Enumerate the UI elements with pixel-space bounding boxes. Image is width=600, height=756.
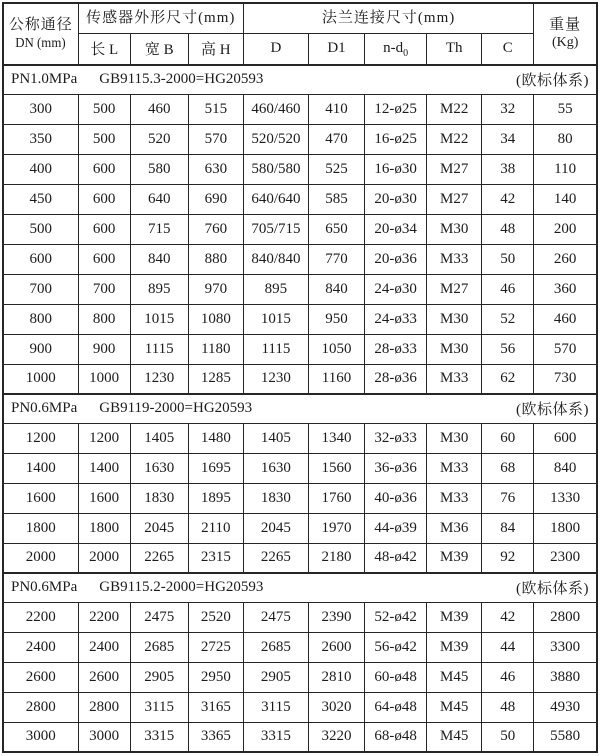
table-cell: 800 [78, 304, 130, 334]
table-cell: M33 [427, 483, 482, 513]
table-cell: 3315 [243, 722, 308, 752]
table-cell: 900 [78, 334, 130, 364]
table-cell: 2685 [130, 632, 188, 662]
table-cell: 2315 [188, 543, 243, 573]
table-cell: 2800 [3, 692, 78, 722]
table-cell: 2400 [3, 632, 78, 662]
table-cell: 460 [534, 304, 597, 334]
table-cell: M45 [427, 662, 482, 692]
table-cell: M33 [427, 364, 482, 394]
table-row [3, 543, 597, 573]
table-cell: M39 [427, 632, 482, 662]
table-cell: 600 [78, 244, 130, 274]
table-cell: 1695 [188, 453, 243, 483]
table-cell: 56-ø42 [365, 632, 427, 662]
table-row [3, 184, 597, 214]
table-cell: 46 [482, 274, 534, 304]
table-cell: M27 [427, 274, 482, 304]
section-row [3, 394, 597, 423]
table-row [3, 364, 597, 394]
table-cell: 1760 [308, 483, 364, 513]
table-cell: 600 [3, 244, 78, 274]
table-cell: 450 [3, 184, 78, 214]
table-row [3, 244, 597, 274]
table-cell: 55 [534, 94, 597, 124]
table-cell: 12-ø25 [365, 94, 427, 124]
section-standard: GB9119-2000=HG20593 [99, 400, 253, 417]
table-cell: 2600 [308, 632, 364, 662]
section-system: (欧标体系) [516, 402, 589, 419]
table-cell: 28-ø33 [365, 334, 427, 364]
table-cell: 760 [188, 214, 243, 244]
header-cell-c: C [482, 33, 534, 65]
table-row [3, 423, 597, 453]
table-cell: 895 [243, 274, 308, 304]
table-cell: 1800 [78, 513, 130, 543]
table-row [3, 513, 597, 543]
section-standard: GB9115.3-2000=HG20593 [99, 71, 264, 88]
table-cell: 2685 [243, 632, 308, 662]
table-cell: 200 [534, 214, 597, 244]
table-cell: 1015 [130, 304, 188, 334]
table-cell: 585 [308, 184, 364, 214]
table-cell: 895 [130, 274, 188, 304]
section-system: (欧标体系) [516, 73, 589, 90]
section-pressure: PN1.0MPa [11, 71, 78, 88]
table-cell: 2390 [308, 602, 364, 632]
header-cell-th: Th [427, 33, 482, 65]
header-cell-height: 高 H [188, 33, 243, 65]
table-cell: 840 [534, 453, 597, 483]
table-cell: 770 [308, 244, 364, 274]
table-cell: 3315 [130, 722, 188, 752]
table-cell: 140 [534, 184, 597, 214]
table-cell: 580/580 [243, 154, 308, 184]
table-cell: 24-ø30 [365, 274, 427, 304]
header-cell-nd0 [365, 33, 427, 65]
table-cell: 2045 [130, 513, 188, 543]
table-cell: 520 [130, 124, 188, 154]
table-cell: 3220 [308, 722, 364, 752]
table-cell: 48 [482, 692, 534, 722]
table-row [3, 94, 597, 124]
table-cell: 4930 [534, 692, 597, 722]
table-cell: 38 [482, 154, 534, 184]
table-cell: M33 [427, 453, 482, 483]
table-cell: 2200 [3, 602, 78, 632]
table-cell: 640 [130, 184, 188, 214]
table-cell: M45 [427, 722, 482, 752]
table-cell: 42 [482, 602, 534, 632]
table-cell: M39 [427, 602, 482, 632]
table-cell: 360 [534, 274, 597, 304]
table-cell: 34 [482, 124, 534, 154]
table-cell: 1000 [3, 364, 78, 394]
table-cell: 3165 [188, 692, 243, 722]
table-cell: 2045 [243, 513, 308, 543]
table-cell: 840 [130, 244, 188, 274]
table-cell: 1000 [78, 364, 130, 394]
table-cell: 68 [482, 453, 534, 483]
table-cell: 1800 [534, 513, 597, 543]
header-cell-d1: D1 [308, 33, 364, 65]
spec-table [2, 2, 598, 753]
table-cell: 48 [482, 214, 534, 244]
table-cell: 1115 [243, 334, 308, 364]
section-row [3, 65, 597, 94]
table-cell: 2265 [243, 543, 308, 573]
table-row [3, 722, 597, 752]
header-cell-weight [534, 3, 597, 65]
table-cell: M22 [427, 124, 482, 154]
table-cell: M30 [427, 423, 482, 453]
header-cell-width: 宽 B [130, 33, 188, 65]
table-cell: 600 [534, 423, 597, 453]
table-cell: 3000 [78, 722, 130, 752]
table-cell: 76 [482, 483, 534, 513]
table-cell: 92 [482, 543, 534, 573]
table-row [3, 453, 597, 483]
table-cell: 16-ø30 [365, 154, 427, 184]
table-cell: 640/640 [243, 184, 308, 214]
table-cell: M30 [427, 334, 482, 364]
table-cell: 28-ø36 [365, 364, 427, 394]
table-cell: 1800 [3, 513, 78, 543]
table-cell: 600 [78, 154, 130, 184]
header-dn-title: 公称通径 [8, 17, 73, 34]
table-cell: 50 [482, 722, 534, 752]
table-cell: 2725 [188, 632, 243, 662]
table-cell: 1630 [243, 453, 308, 483]
table-cell: 2180 [308, 543, 364, 573]
table-cell: 470 [308, 124, 364, 154]
table-cell: 3365 [188, 722, 243, 752]
table-cell: 3115 [243, 692, 308, 722]
table-cell: 24-ø33 [365, 304, 427, 334]
table-cell: 1050 [308, 334, 364, 364]
section-system: (欧标体系) [516, 581, 589, 598]
table-cell: 40-ø36 [365, 483, 427, 513]
table-cell: 1285 [188, 364, 243, 394]
table-cell: 1015 [243, 304, 308, 334]
table-cell: 570 [534, 334, 597, 364]
section-standard: GB9115.2-2000=HG20593 [99, 579, 264, 596]
table-row [3, 632, 597, 662]
table-cell: 5580 [534, 722, 597, 752]
table-cell: 2475 [130, 602, 188, 632]
table-cell: 730 [534, 364, 597, 394]
table-cell: 2905 [243, 662, 308, 692]
table-cell: 84 [482, 513, 534, 543]
table-cell: 1230 [243, 364, 308, 394]
table-cell: 1160 [308, 364, 364, 394]
table-cell: M27 [427, 154, 482, 184]
table-cell: 2800 [78, 692, 130, 722]
table-cell: 20-ø36 [365, 244, 427, 274]
table-cell: 2600 [3, 662, 78, 692]
table-cell: 1340 [308, 423, 364, 453]
header-row-groups [3, 3, 597, 33]
table-cell: 1830 [243, 483, 308, 513]
table-cell: 2000 [78, 543, 130, 573]
table-row [3, 334, 597, 364]
table-cell: 1560 [308, 453, 364, 483]
table-cell: 48-ø42 [365, 543, 427, 573]
header-cell-d: D [243, 33, 308, 65]
table-cell: 400 [3, 154, 78, 184]
header-cell-dn [3, 3, 78, 65]
table-cell: 32 [482, 94, 534, 124]
table-cell: 970 [188, 274, 243, 304]
header-weight-title: 重量 [549, 17, 582, 34]
table-row [3, 124, 597, 154]
table-cell: 500 [78, 124, 130, 154]
header-nd-subscript: 0 [403, 48, 409, 60]
table-cell: 44-ø39 [365, 513, 427, 543]
table-cell: 950 [308, 304, 364, 334]
table-cell: 44 [482, 632, 534, 662]
table-cell: 705/715 [243, 214, 308, 244]
table-cell: 16-ø25 [365, 124, 427, 154]
table-cell: 260 [534, 244, 597, 274]
table-cell: 2400 [78, 632, 130, 662]
table-cell: 1200 [3, 423, 78, 453]
table-cell: 1405 [243, 423, 308, 453]
table-cell: 52 [482, 304, 534, 334]
table-cell: 500 [78, 94, 130, 124]
table-row [3, 304, 597, 334]
table-cell: 410 [308, 94, 364, 124]
table-cell: 460 [130, 94, 188, 124]
table-cell: 62 [482, 364, 534, 394]
table-cell: M36 [427, 513, 482, 543]
table-cell: 1895 [188, 483, 243, 513]
table-cell: 2265 [130, 543, 188, 573]
table-cell: 20-ø34 [365, 214, 427, 244]
table-cell: 110 [534, 154, 597, 184]
table-cell: 3880 [534, 662, 597, 692]
table-cell: 64-ø48 [365, 692, 427, 722]
table-cell: 3020 [308, 692, 364, 722]
header-cell-length: 长 L [78, 33, 130, 65]
table-cell: 2300 [534, 543, 597, 573]
table-cell: 1970 [308, 513, 364, 543]
table-cell: 60-ø48 [365, 662, 427, 692]
table-cell: 1180 [188, 334, 243, 364]
table-row [3, 692, 597, 722]
table-cell: 1405 [130, 423, 188, 453]
section-row [3, 573, 597, 602]
table-cell: 2905 [130, 662, 188, 692]
table-cell: 32-ø33 [365, 423, 427, 453]
table-cell: 700 [78, 274, 130, 304]
table-cell: 2520 [188, 602, 243, 632]
table-cell: 36-ø36 [365, 453, 427, 483]
table-cell: 2000 [3, 543, 78, 573]
section-pressure: PN0.6MPa [11, 400, 78, 417]
table-cell: 700 [3, 274, 78, 304]
table-cell: 3115 [130, 692, 188, 722]
table-cell: 20-ø30 [365, 184, 427, 214]
table-row [3, 602, 597, 632]
table-cell: M30 [427, 304, 482, 334]
table-cell: 2475 [243, 602, 308, 632]
table-cell: 68-ø48 [365, 722, 427, 752]
table-cell: 840 [308, 274, 364, 304]
table-cell: M30 [427, 214, 482, 244]
table-cell: 630 [188, 154, 243, 184]
table-cell: 800 [3, 304, 78, 334]
table-cell: 350 [3, 124, 78, 154]
table-row [3, 154, 597, 184]
table-cell: 1630 [130, 453, 188, 483]
section-cell [3, 65, 597, 94]
table-cell: 690 [188, 184, 243, 214]
table-cell: 525 [308, 154, 364, 184]
table-cell: 1115 [130, 334, 188, 364]
table-cell: M39 [427, 543, 482, 573]
table-cell: 580 [130, 154, 188, 184]
table-cell: 1600 [78, 483, 130, 513]
table-cell: 880 [188, 244, 243, 274]
table-cell: 1080 [188, 304, 243, 334]
table-cell: 2200 [78, 602, 130, 632]
table-cell: 3000 [3, 722, 78, 752]
table-cell: 2800 [534, 602, 597, 632]
table-body [3, 65, 597, 752]
table-cell: 1600 [3, 483, 78, 513]
table-cell: 1230 [130, 364, 188, 394]
table-row [3, 274, 597, 304]
header-dn-unit: DN (mm) [15, 35, 67, 51]
table-cell: 46 [482, 662, 534, 692]
table-cell: 840/840 [243, 244, 308, 274]
table-cell: M27 [427, 184, 482, 214]
table-cell: 1480 [188, 423, 243, 453]
table-cell: 600 [78, 184, 130, 214]
table-cell: 50 [482, 244, 534, 274]
table-cell: 1200 [78, 423, 130, 453]
header-cell-sensor-group: 传感器外形尺寸(mm) [78, 3, 243, 33]
section-pressure: PN0.6MPa [11, 579, 78, 596]
table-cell: 650 [308, 214, 364, 244]
table-cell: 900 [3, 334, 78, 364]
header-nd-label: n-d [383, 40, 404, 57]
table-cell: 52-ø42 [365, 602, 427, 632]
header-cell-flange-group: 法兰连接尺寸(mm) [243, 3, 533, 33]
table-cell: M22 [427, 94, 482, 124]
table-cell: 2810 [308, 662, 364, 692]
header-row-columns [3, 33, 597, 65]
table-cell: 500 [3, 214, 78, 244]
table-cell: 56 [482, 334, 534, 364]
table-row [3, 214, 597, 244]
table-cell: 2600 [78, 662, 130, 692]
table-cell: 515 [188, 94, 243, 124]
table-cell: 1400 [78, 453, 130, 483]
table-cell: 460/460 [243, 94, 308, 124]
table-cell: 1400 [3, 453, 78, 483]
table-cell: 600 [78, 214, 130, 244]
table-cell: M45 [427, 692, 482, 722]
table-cell: 80 [534, 124, 597, 154]
table-cell: 520/520 [243, 124, 308, 154]
table-cell: 1330 [534, 483, 597, 513]
table-cell: 715 [130, 214, 188, 244]
table-cell: 2950 [188, 662, 243, 692]
table-cell: 60 [482, 423, 534, 453]
section-cell [3, 394, 597, 423]
section-cell [3, 573, 597, 602]
table-cell: M33 [427, 244, 482, 274]
table-row [3, 483, 597, 513]
table-cell: 570 [188, 124, 243, 154]
table-cell: 3300 [534, 632, 597, 662]
table-cell: 42 [482, 184, 534, 214]
table-row [3, 662, 597, 692]
table-cell: 300 [3, 94, 78, 124]
table-cell: 1830 [130, 483, 188, 513]
header-weight-unit: (Kg) [551, 34, 579, 50]
table-cell: 2110 [188, 513, 243, 543]
